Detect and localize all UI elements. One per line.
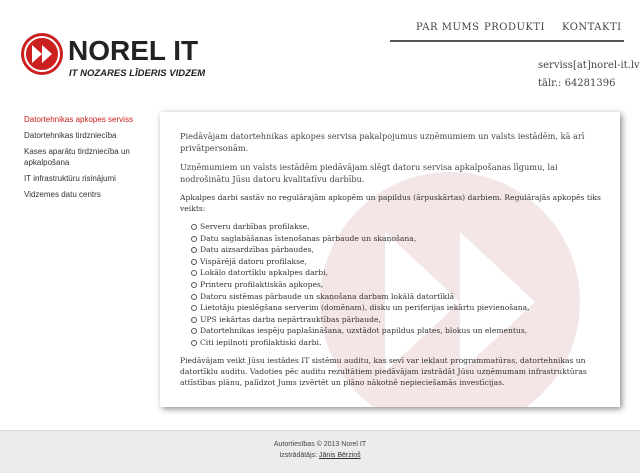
list-item: Serveru darbības profilakse, (192, 221, 608, 233)
intro-paragraph: Piedāvājam datortehnikas apkopes servisa pakalpojumus uzņēmumiem un valsts iestādēm, kā arī privātpersonām. (180, 131, 585, 153)
sidebar-item-kases-aparati[interactable]: Kases aparātu tirdzniecība un apkalpošana (24, 147, 130, 167)
developer-credit (0, 452, 640, 459)
sidebar-item-apkopes-serviss[interactable]: Datortehnikas apkopes serviss (24, 115, 133, 124)
logo-wordmark: NOREL IT (68, 35, 199, 66)
list-item: Datu aizsardzības pārbaudes, (192, 244, 608, 256)
audit-paragraph: Piedāvājam veikt Jūsu iestādes IT sistēmu auditu, kas sevī var iekļaut programmatūras, datortehnikas un datortīklu auditu. Vadoties pēc auditu rezultātiem piedāvājam izstrādāt Jūsu uzņēmumam infrastruktūras attīstības plānu, palīdzot Jums izvērtēt un plāno nākotnē nepieciešamās investīcijas. (180, 355, 587, 387)
developer-link[interactable]: Jānis Bērziņš (319, 452, 361, 459)
sidebar-menu (24, 114, 154, 205)
site-footer (0, 430, 640, 473)
contract-paragraph: Uzņēmumiem un valsts iestādēm piedāvājam slēgt datoru servisa apkalpošanas līgumu, lai nodrošinātu Jūsu datoru kvalitatīvu darbību. (180, 162, 558, 184)
norel-it-logo[interactable] (20, 30, 205, 86)
sidebar-item-datu-centrs[interactable]: Vidzemes datu centrs (24, 190, 101, 199)
logo-tagline: IT NOZARES LĪDERIS VIDZEMĒ (69, 68, 205, 79)
list-item: Datoru sistēmas pārbaude un skaņošana darbam lokālā datortīklā (192, 291, 608, 303)
list-item: UPS iekārtas darba nepārtrauktības pārbaude, (192, 314, 608, 326)
nav-item-par-mums[interactable]: PAR MUMS (416, 22, 480, 33)
contact-email: serviss[at]norel-it.lv (538, 60, 640, 71)
services-list (180, 221, 608, 349)
sidebar-item-tirdznieciba[interactable]: Datortehnikas tirdzniecība (24, 131, 117, 140)
list-item: Datortehnikas iespēju paplašināšana, uzstādot papildus plates, blokus un elementus, (192, 325, 608, 337)
nav-item-produkti[interactable]: PRODUKTI (484, 22, 545, 33)
list-item: Printeru profilaktiskās apkopes, (192, 279, 608, 291)
contact-phone: tālr.: 64281396 (538, 78, 616, 89)
list-item: Vispārējā datoru profilakse, (192, 256, 608, 268)
nav-item-kontakti[interactable]: KONTAKTI (562, 22, 622, 33)
list-item: Lokālo datortīklu apkalpes darbi, (192, 267, 608, 279)
top-nav (390, 22, 624, 42)
services-intro: Apkalpes darbi sastāv no regulārajām apkopēm un papildus (ārpuskārtas) darbiem. Regulārajās apkopēs tiks veikts: (180, 193, 601, 213)
content-panel (160, 112, 620, 407)
list-item: Lietotāju pieslēgšana serverim (domēnam), disku un periferijas iekārtu pievienošana, (192, 302, 608, 314)
developer-label: Izstrādātājs: (279, 452, 318, 459)
sidebar-item-it-infrastruktura[interactable]: IT infrastruktūru risinājumi (24, 174, 116, 183)
list-item: Datu saglabāšanas īstenošanas pārbaude un skaņošana, (192, 233, 608, 245)
site-header (0, 0, 640, 100)
list-item: Citi iepilnoti profilaktiski darbi. (192, 337, 608, 349)
copyright-text: Autortiesības © 2013 Norel IT (273, 441, 367, 448)
